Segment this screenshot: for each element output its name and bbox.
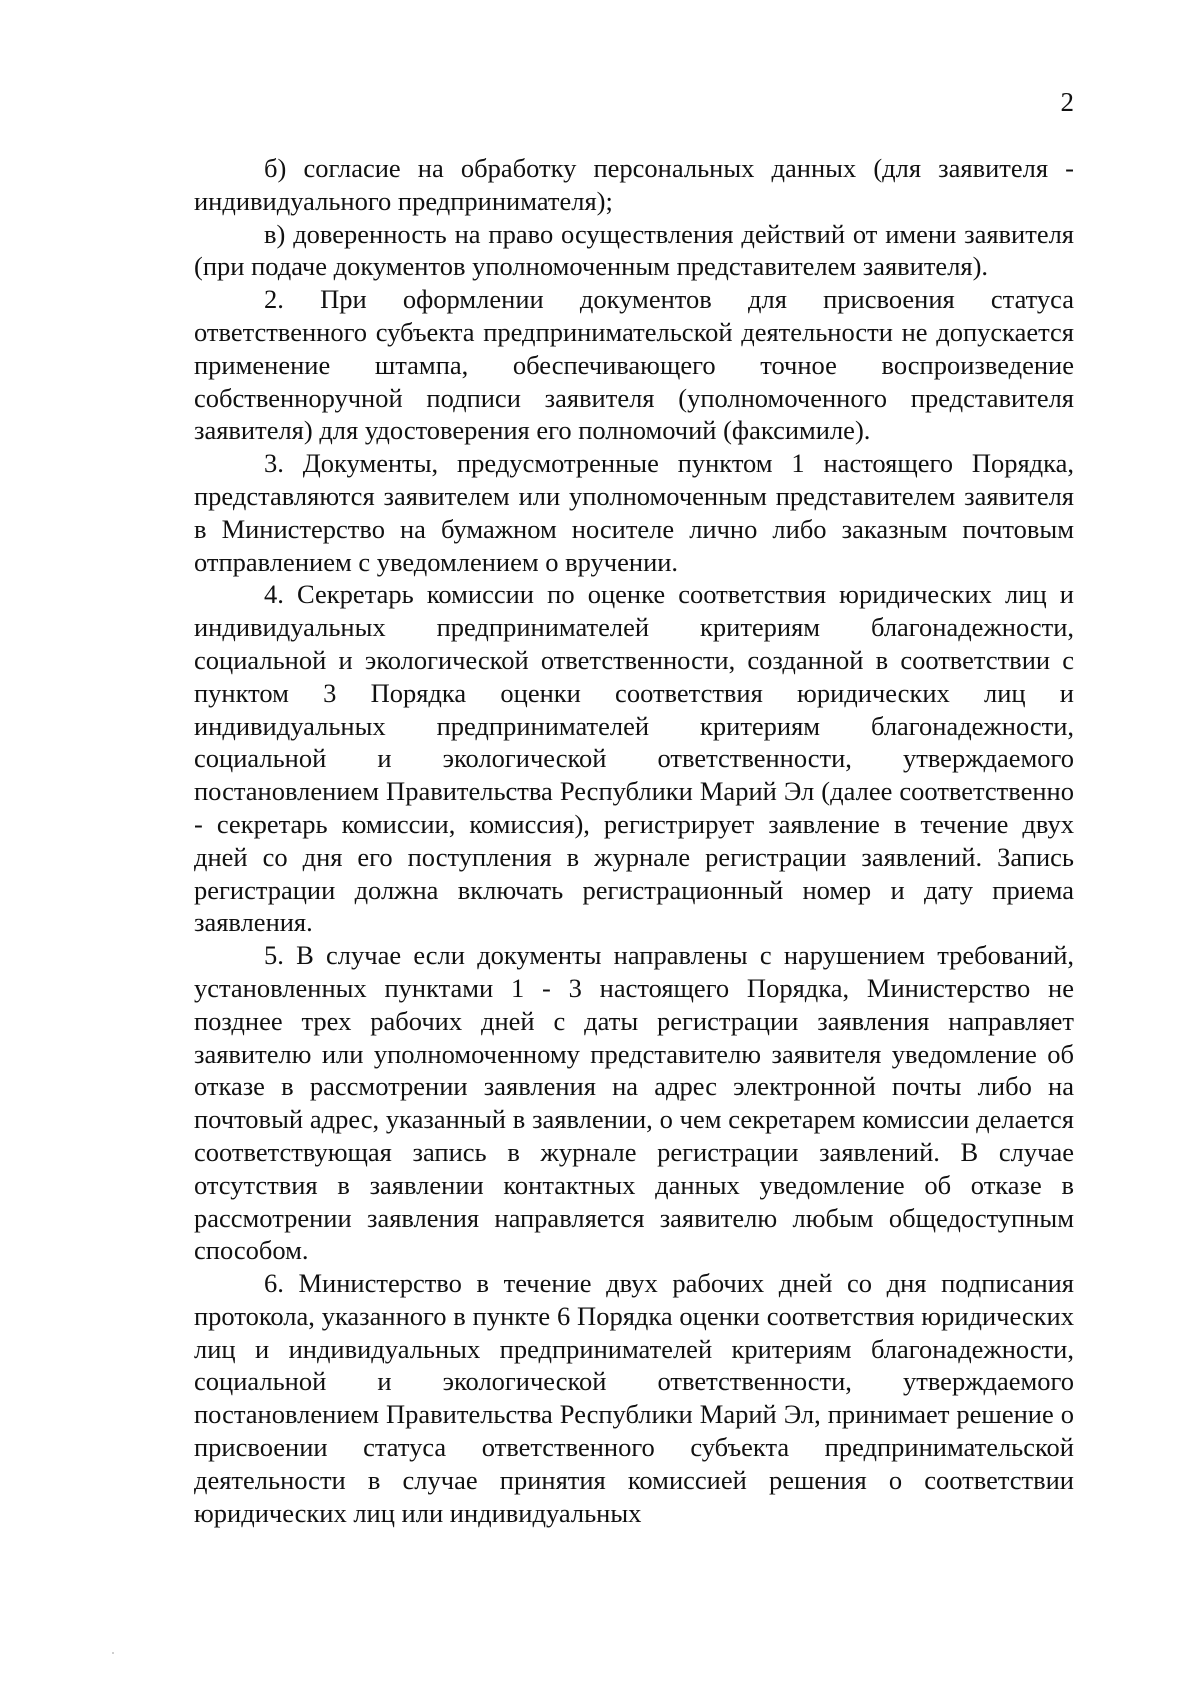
document-body: [194, 152, 1074, 1529]
paragraph-item-4-registration: 4. Секретарь комиссии по оценке соответствия юридических лиц и индивидуальных предпринимателей критериям благонадежности, социальной и экологической ответственности, созданной в соответствии с пунктом 3 Порядка оценки соответствия юридических лиц и индивидуальных предпринимателей критериям благонадежности, социальной и экологической ответственности, утверждаемого постановлением Правительства Республики Марий Эл (далее соответственно - секретарь комиссии, комиссия), регистрирует заявление в течение двух дней со дня его поступления в журнале регистрации заявлений. Запись регистрации должна включать регистрационный номер и дату приема заявления.: [194, 579, 1074, 938]
paragraph-item-3-submission: 3. Документы, предусмотренные пунктом 1 настоящего Порядка, представляются заявителем или уполномоченным представителем заявителя в Министерство на бумажном носителе лично либо заказным почтовым отправлением с уведомлением о вручении.: [194, 448, 1074, 577]
page-number: 2: [1060, 87, 1074, 117]
paragraph-item-6-decision: 6. Министерство в течение двух рабочих дней со дня подписания протокола, указанного в пункте 6 Порядка оценки соответствия юридических лиц и индивидуальных предпринимателей критериям благонадежности, социальной и экологической ответственности, утверждаемого постановлением Правительства Республики Марий Эл, принимает решение о присвоении статуса ответственного субъекта предпринимательской деятельности в случае принятия комиссией решения о соответствии юридических лиц или индивидуальных: [194, 1268, 1074, 1528]
scan-artifact: [112, 1652, 114, 1654]
paragraph-item-2-facsimile: 2. При оформлении документов для присвоения статуса ответственного субъекта предпринимательской деятельности не допускается применение штампа, обеспечивающего точное воспроизведение собственноручной подписи заявителя (уполномоченного представителя заявителя) для удостоверения его полномочий (факсимиле).: [194, 284, 1074, 446]
paragraph-item-5-refusal: 5. В случае если документы направлены с нарушением требований, установленных пунктами 1 - 3 настоящего Порядка, Министерство не позднее трех рабочих дней с даты регистрации заявления направляет заявителю или уполномоченному представителю заявителя уведомление об отказе в рассмотрении заявления на адрес электронной почты либо на почтовый адрес, указанный в заявлении, о чем секретарем комиссии делается соответствующая запись в журнале регистрации заявлений. В случае отсутствия в заявлении контактных данных уведомление об отказе в рассмотрении заявления направляется заявителю любым общедоступным способом.: [194, 940, 1074, 1266]
paragraph-power-of-attorney: в) доверенность на право осуществления действий от имени заявителя (при подаче документов уполномоченным представителем заявителя).: [194, 218, 1074, 282]
paragraph-consent-personal-data: б) согласие на обработку персональных данных (для заявителя - индивидуального предпринимателя);: [194, 153, 1074, 216]
